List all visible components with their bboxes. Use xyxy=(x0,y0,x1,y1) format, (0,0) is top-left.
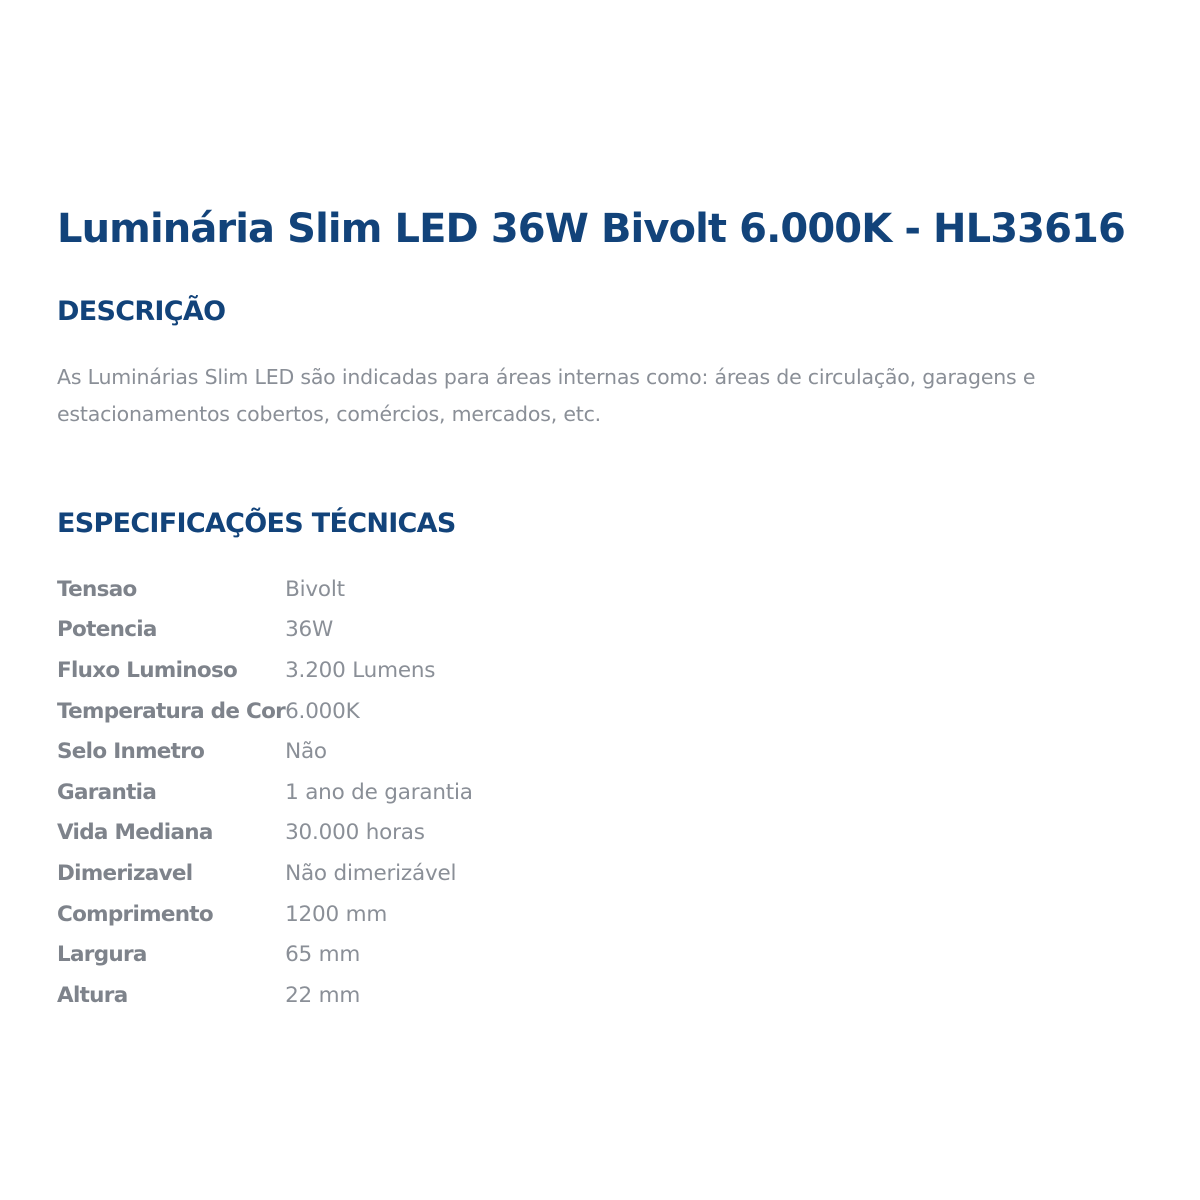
spec-label: Garantia xyxy=(57,779,157,805)
spec-label: Dimerizavel xyxy=(57,860,193,886)
spec-label: Potencia xyxy=(57,617,157,643)
spec-label: Tensao xyxy=(57,576,137,602)
spec-row-comprimento xyxy=(57,894,473,935)
spec-row-largura xyxy=(57,934,473,975)
spec-value: 3.200 Lumens xyxy=(285,657,436,683)
spec-value: 22 mm xyxy=(285,982,361,1008)
product-title: Luminária Slim LED 36W Bivolt 6.000K - HL33616 xyxy=(57,206,1125,252)
spec-value: 65 mm xyxy=(285,942,361,968)
spec-row-potencia xyxy=(57,610,473,651)
spec-value: Não xyxy=(285,739,327,765)
spec-value: 6.000K xyxy=(285,698,360,724)
spec-label: Vida Mediana xyxy=(57,820,213,846)
spec-label: Temperatura de Cor xyxy=(57,698,286,724)
spec-value: Bivolt xyxy=(285,576,345,602)
spec-row-garantia xyxy=(57,772,473,813)
description-text: As Luminárias Slim LED são indicadas para áreas internas como: áreas de circulação, garagens e estacionamentos cobertos, comércios, mercados, etc. xyxy=(57,365,1036,426)
spec-value: Não dimerizável xyxy=(285,860,457,886)
spec-row-dimerizavel xyxy=(57,853,473,894)
spec-label: Selo Inmetro xyxy=(57,739,205,765)
spec-row-temperatura-de-cor xyxy=(57,691,473,732)
spec-label: Altura xyxy=(57,982,128,1008)
spec-label: Fluxo Luminoso xyxy=(57,657,238,683)
spec-value: 30.000 horas xyxy=(285,820,425,846)
spec-row-altura xyxy=(57,975,473,1016)
specs-table xyxy=(57,569,473,1016)
specs-heading: ESPECIFICAÇÕES TÉCNICAS xyxy=(57,508,456,539)
spec-row-fluxo-luminoso xyxy=(57,650,473,691)
spec-label: Largura xyxy=(57,942,147,968)
spec-value: 36W xyxy=(285,617,334,643)
spec-row-selo-inmetro xyxy=(57,731,473,772)
spec-value: 1200 mm xyxy=(285,901,388,927)
description-heading: DESCRIÇÃO xyxy=(57,296,226,327)
spec-row-vida-mediana xyxy=(57,813,473,854)
spec-value: 1 ano de garantia xyxy=(285,779,473,805)
spec-row-tensao xyxy=(57,569,473,610)
spec-label: Comprimento xyxy=(57,901,213,927)
